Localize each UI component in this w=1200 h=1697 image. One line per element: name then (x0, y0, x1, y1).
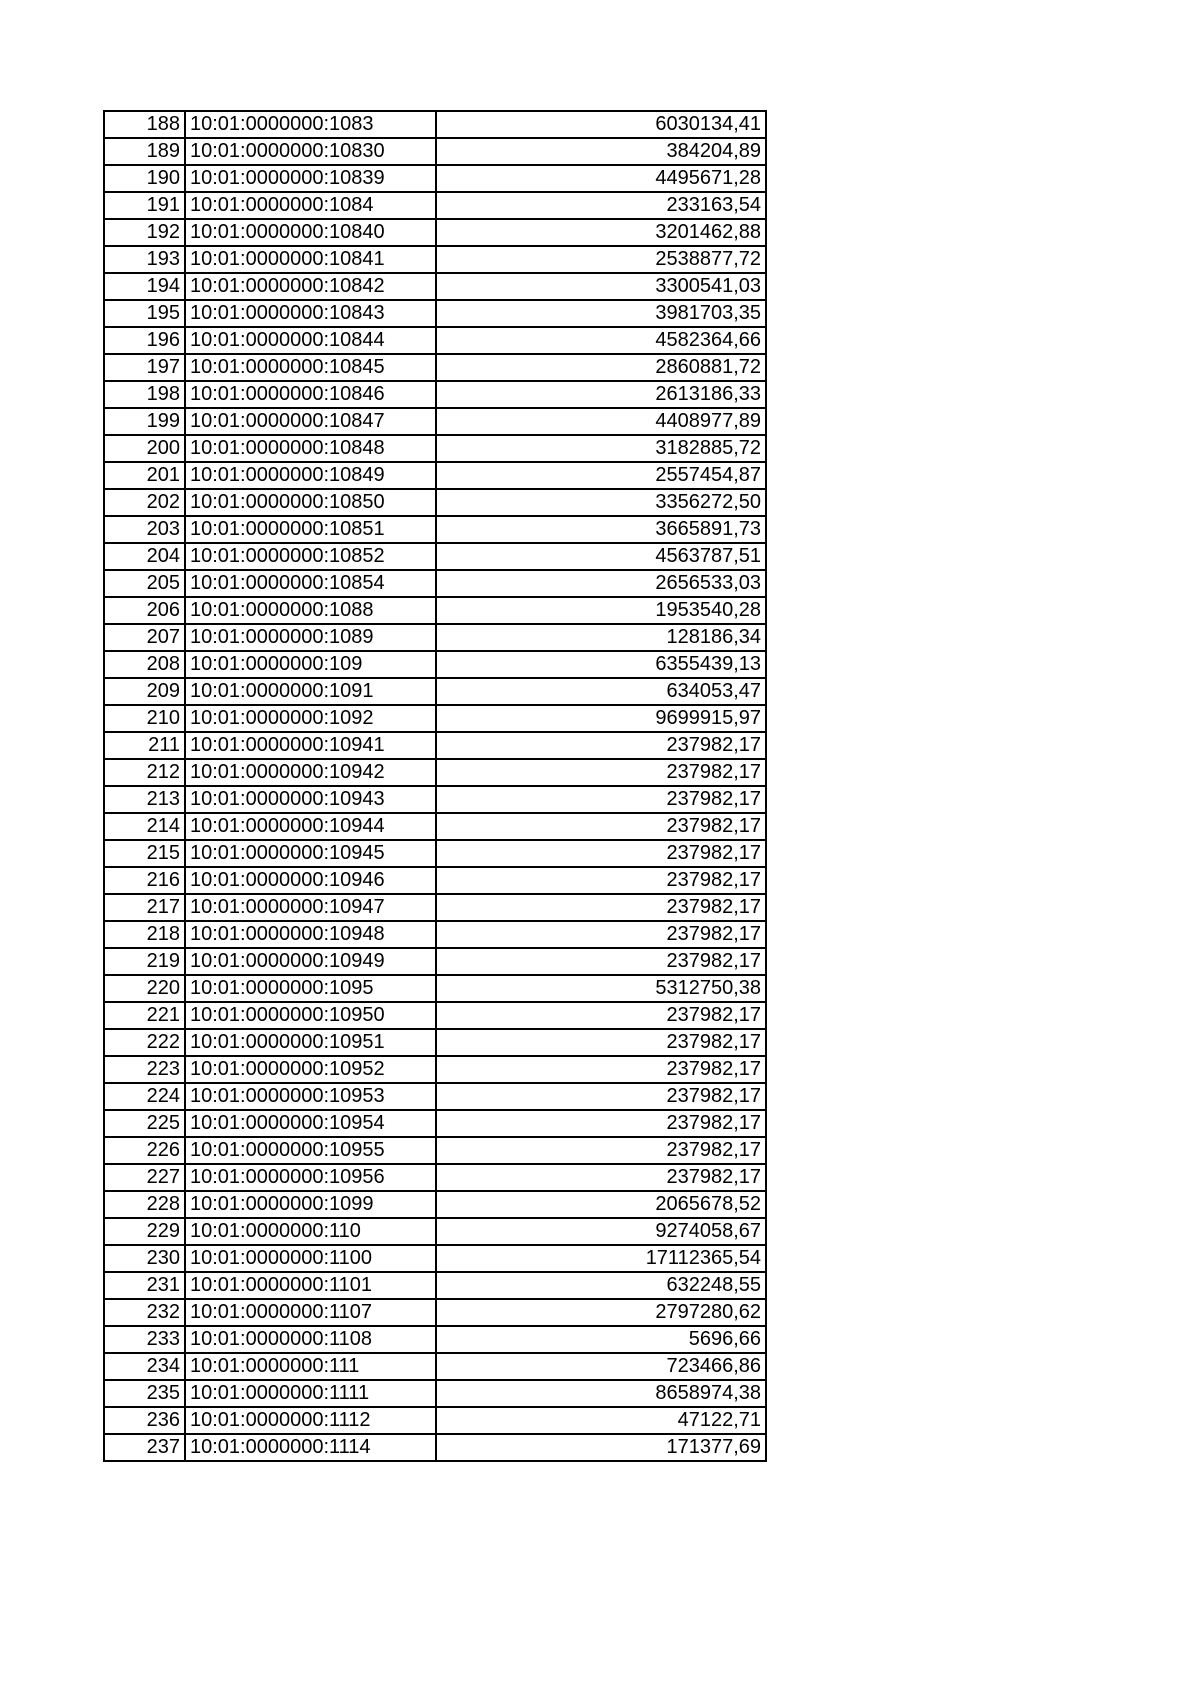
cadastral-number-cell: 10:01:0000000:1095 (185, 975, 436, 1002)
row-number-cell: 213 (104, 786, 185, 813)
cadastral-number-cell: 10:01:0000000:10952 (185, 1056, 436, 1083)
cadastral-number-cell: 10:01:0000000:111 (185, 1353, 436, 1380)
row-number-cell: 194 (104, 273, 185, 300)
cadastral-number-cell: 10:01:0000000:10947 (185, 894, 436, 921)
value-cell: 3300541,03 (436, 273, 766, 300)
value-cell: 237982,17 (436, 840, 766, 867)
row-number-cell: 217 (104, 894, 185, 921)
value-cell: 5312750,38 (436, 975, 766, 1002)
value-cell: 233163,54 (436, 192, 766, 219)
row-number-cell: 193 (104, 246, 185, 273)
value-cell: 237982,17 (436, 813, 766, 840)
row-number-cell: 223 (104, 1056, 185, 1083)
value-cell: 632248,55 (436, 1272, 766, 1299)
row-number-cell: 199 (104, 408, 185, 435)
value-cell: 2797280,62 (436, 1299, 766, 1326)
value-cell: 2860881,72 (436, 354, 766, 381)
row-number-cell: 224 (104, 1083, 185, 1110)
value-cell: 237982,17 (436, 867, 766, 894)
row-number-cell: 221 (104, 1002, 185, 1029)
table-row (104, 975, 766, 1002)
table-row (104, 1164, 766, 1191)
value-cell: 237982,17 (436, 1110, 766, 1137)
row-number-cell: 202 (104, 489, 185, 516)
row-number-cell: 230 (104, 1245, 185, 1272)
table-row (104, 1191, 766, 1218)
cadastral-number-cell: 10:01:0000000:1101 (185, 1272, 436, 1299)
table-row (104, 1407, 766, 1434)
row-number-cell: 191 (104, 192, 185, 219)
cadastral-number-cell: 10:01:0000000:10950 (185, 1002, 436, 1029)
row-number-cell: 195 (104, 300, 185, 327)
cadastral-number-cell: 10:01:0000000:10945 (185, 840, 436, 867)
cadastral-number-cell: 10:01:0000000:10854 (185, 570, 436, 597)
table-row (104, 300, 766, 327)
row-number-cell: 231 (104, 1272, 185, 1299)
table-row (104, 192, 766, 219)
value-cell: 237982,17 (436, 759, 766, 786)
row-number-cell: 208 (104, 651, 185, 678)
table-row (104, 1380, 766, 1407)
value-cell: 723466,86 (436, 1353, 766, 1380)
value-cell: 2656533,03 (436, 570, 766, 597)
row-number-cell: 225 (104, 1110, 185, 1137)
value-cell: 9699915,97 (436, 705, 766, 732)
row-number-cell: 220 (104, 975, 185, 1002)
value-cell: 237982,17 (436, 1164, 766, 1191)
row-number-cell: 206 (104, 597, 185, 624)
cadastral-number-cell: 10:01:0000000:10951 (185, 1029, 436, 1056)
cadastral-number-cell: 10:01:0000000:10956 (185, 1164, 436, 1191)
row-number-cell: 216 (104, 867, 185, 894)
cadastral-number-cell: 10:01:0000000:10849 (185, 462, 436, 489)
table-row (104, 867, 766, 894)
value-cell: 3201462,88 (436, 219, 766, 246)
table-row (104, 597, 766, 624)
table-row (104, 1218, 766, 1245)
cadastral-number-cell: 10:01:0000000:1114 (185, 1434, 436, 1461)
value-cell: 8658974,38 (436, 1380, 766, 1407)
row-number-cell: 222 (104, 1029, 185, 1056)
cadastral-number-cell: 10:01:0000000:10946 (185, 867, 436, 894)
cadastral-number-cell: 10:01:0000000:1089 (185, 624, 436, 651)
table-row (104, 219, 766, 246)
row-number-cell: 226 (104, 1137, 185, 1164)
row-number-cell: 204 (104, 543, 185, 570)
value-cell: 2538877,72 (436, 246, 766, 273)
cadastral-number-cell: 10:01:0000000:10942 (185, 759, 436, 786)
cadastral-number-cell: 10:01:0000000:10944 (185, 813, 436, 840)
value-cell: 237982,17 (436, 1083, 766, 1110)
table-row (104, 1326, 766, 1353)
value-cell: 3981703,35 (436, 300, 766, 327)
cadastral-number-cell: 10:01:0000000:10841 (185, 246, 436, 273)
cadastral-number-cell: 10:01:0000000:10850 (185, 489, 436, 516)
table-row (104, 678, 766, 705)
cadastral-number-cell: 10:01:0000000:10845 (185, 354, 436, 381)
table-row (104, 1245, 766, 1272)
value-cell: 17112365,54 (436, 1245, 766, 1272)
row-number-cell: 205 (104, 570, 185, 597)
row-number-cell: 229 (104, 1218, 185, 1245)
cadastral-number-cell: 10:01:0000000:10848 (185, 435, 436, 462)
cadastral-number-cell: 10:01:0000000:1083 (185, 111, 436, 138)
row-number-cell: 201 (104, 462, 185, 489)
row-number-cell: 218 (104, 921, 185, 948)
table-row (104, 759, 766, 786)
value-cell: 6355439,13 (436, 651, 766, 678)
value-cell: 4495671,28 (436, 165, 766, 192)
row-number-cell: 236 (104, 1407, 185, 1434)
value-cell: 9274058,67 (436, 1218, 766, 1245)
table-row (104, 111, 766, 138)
cadastral-number-cell: 10:01:0000000:10851 (185, 516, 436, 543)
cadastral-number-cell: 10:01:0000000:110 (185, 1218, 436, 1245)
value-cell: 2613186,33 (436, 381, 766, 408)
cadastral-number-cell: 10:01:0000000:10847 (185, 408, 436, 435)
table-row (104, 516, 766, 543)
row-number-cell: 219 (104, 948, 185, 975)
row-number-cell: 203 (104, 516, 185, 543)
cadastral-number-cell: 10:01:0000000:109 (185, 651, 436, 678)
row-number-cell: 234 (104, 1353, 185, 1380)
table-row (104, 813, 766, 840)
cadastral-number-cell: 10:01:0000000:10844 (185, 327, 436, 354)
table-row (104, 381, 766, 408)
row-number-cell: 196 (104, 327, 185, 354)
row-number-cell: 228 (104, 1191, 185, 1218)
row-number-cell: 237 (104, 1434, 185, 1461)
table-row (104, 138, 766, 165)
table-row (104, 840, 766, 867)
table-row (104, 1056, 766, 1083)
cadastral-number-cell: 10:01:0000000:1084 (185, 192, 436, 219)
table-row (104, 624, 766, 651)
table-row (104, 273, 766, 300)
table-row (104, 1272, 766, 1299)
value-cell: 2557454,87 (436, 462, 766, 489)
row-number-cell: 215 (104, 840, 185, 867)
value-cell: 4582364,66 (436, 327, 766, 354)
cadastral-number-cell: 10:01:0000000:10949 (185, 948, 436, 975)
table-row (104, 1299, 766, 1326)
table-row (104, 651, 766, 678)
value-cell: 237982,17 (436, 1002, 766, 1029)
value-cell: 237982,17 (436, 1056, 766, 1083)
cadastral-number-cell: 10:01:0000000:10941 (185, 732, 436, 759)
cadastral-number-cell: 10:01:0000000:10955 (185, 1137, 436, 1164)
row-number-cell: 212 (104, 759, 185, 786)
table-row (104, 732, 766, 759)
cadastral-number-cell: 10:01:0000000:1112 (185, 1407, 436, 1434)
row-number-cell: 227 (104, 1164, 185, 1191)
table-row (104, 327, 766, 354)
table-row (104, 1083, 766, 1110)
row-number-cell: 189 (104, 138, 185, 165)
value-cell: 5696,66 (436, 1326, 766, 1353)
value-cell: 237982,17 (436, 786, 766, 813)
table-row (104, 165, 766, 192)
cadastral-number-cell: 10:01:0000000:10843 (185, 300, 436, 327)
cadastral-number-cell: 10:01:0000000:10830 (185, 138, 436, 165)
table-row (104, 921, 766, 948)
row-number-cell: 232 (104, 1299, 185, 1326)
row-number-cell: 211 (104, 732, 185, 759)
value-cell: 128186,34 (436, 624, 766, 651)
table-row (104, 462, 766, 489)
table-row (104, 1002, 766, 1029)
table-row (104, 1137, 766, 1164)
value-cell: 3356272,50 (436, 489, 766, 516)
table-row (104, 786, 766, 813)
value-cell: 2065678,52 (436, 1191, 766, 1218)
value-cell: 4408977,89 (436, 408, 766, 435)
table-row (104, 1110, 766, 1137)
cadastral-number-cell: 10:01:0000000:1100 (185, 1245, 436, 1272)
cadastral-number-cell: 10:01:0000000:1099 (185, 1191, 436, 1218)
row-number-cell: 192 (104, 219, 185, 246)
cadastral-number-cell: 10:01:0000000:1088 (185, 597, 436, 624)
value-cell: 6030134,41 (436, 111, 766, 138)
cadastral-number-cell: 10:01:0000000:1092 (185, 705, 436, 732)
cadastral-number-cell: 10:01:0000000:10948 (185, 921, 436, 948)
table-row (104, 543, 766, 570)
table-row (104, 1434, 766, 1461)
value-cell: 237982,17 (436, 1137, 766, 1164)
table-row (104, 894, 766, 921)
row-number-cell: 207 (104, 624, 185, 651)
table-row (104, 408, 766, 435)
cadastral-number-cell: 10:01:0000000:1107 (185, 1299, 436, 1326)
row-number-cell: 190 (104, 165, 185, 192)
cadastral-number-cell: 10:01:0000000:1091 (185, 678, 436, 705)
row-number-cell: 233 (104, 1326, 185, 1353)
row-number-cell: 214 (104, 813, 185, 840)
cadastral-number-cell: 10:01:0000000:1111 (185, 1380, 436, 1407)
value-cell: 237982,17 (436, 921, 766, 948)
value-cell: 3665891,73 (436, 516, 766, 543)
cadastral-number-cell: 10:01:0000000:10839 (185, 165, 436, 192)
table-row (104, 489, 766, 516)
table-row (104, 1353, 766, 1380)
cadastral-number-cell: 10:01:0000000:10953 (185, 1083, 436, 1110)
cadastral-number-cell: 10:01:0000000:10840 (185, 219, 436, 246)
table-row (104, 705, 766, 732)
value-cell: 47122,71 (436, 1407, 766, 1434)
row-number-cell: 188 (104, 111, 185, 138)
row-number-cell: 235 (104, 1380, 185, 1407)
table-row (104, 354, 766, 381)
value-cell: 237982,17 (436, 1029, 766, 1056)
row-number-cell: 210 (104, 705, 185, 732)
data-table (103, 110, 767, 1462)
table-row (104, 570, 766, 597)
cadastral-number-cell: 10:01:0000000:10954 (185, 1110, 436, 1137)
value-cell: 384204,89 (436, 138, 766, 165)
cadastral-number-cell: 10:01:0000000:10842 (185, 273, 436, 300)
row-number-cell: 209 (104, 678, 185, 705)
table-row (104, 246, 766, 273)
value-cell: 237982,17 (436, 732, 766, 759)
row-number-cell: 197 (104, 354, 185, 381)
cadastral-number-cell: 10:01:0000000:10943 (185, 786, 436, 813)
value-cell: 634053,47 (436, 678, 766, 705)
table-row (104, 435, 766, 462)
value-cell: 171377,69 (436, 1434, 766, 1461)
cadastral-number-cell: 10:01:0000000:10852 (185, 543, 436, 570)
table-row (104, 1029, 766, 1056)
table-row (104, 948, 766, 975)
table-body (104, 111, 766, 1461)
row-number-cell: 198 (104, 381, 185, 408)
value-cell: 237982,17 (436, 894, 766, 921)
cadastral-number-cell: 10:01:0000000:1108 (185, 1326, 436, 1353)
value-cell: 3182885,72 (436, 435, 766, 462)
value-cell: 4563787,51 (436, 543, 766, 570)
cadastral-number-cell: 10:01:0000000:10846 (185, 381, 436, 408)
value-cell: 1953540,28 (436, 597, 766, 624)
value-cell: 237982,17 (436, 948, 766, 975)
row-number-cell: 200 (104, 435, 185, 462)
